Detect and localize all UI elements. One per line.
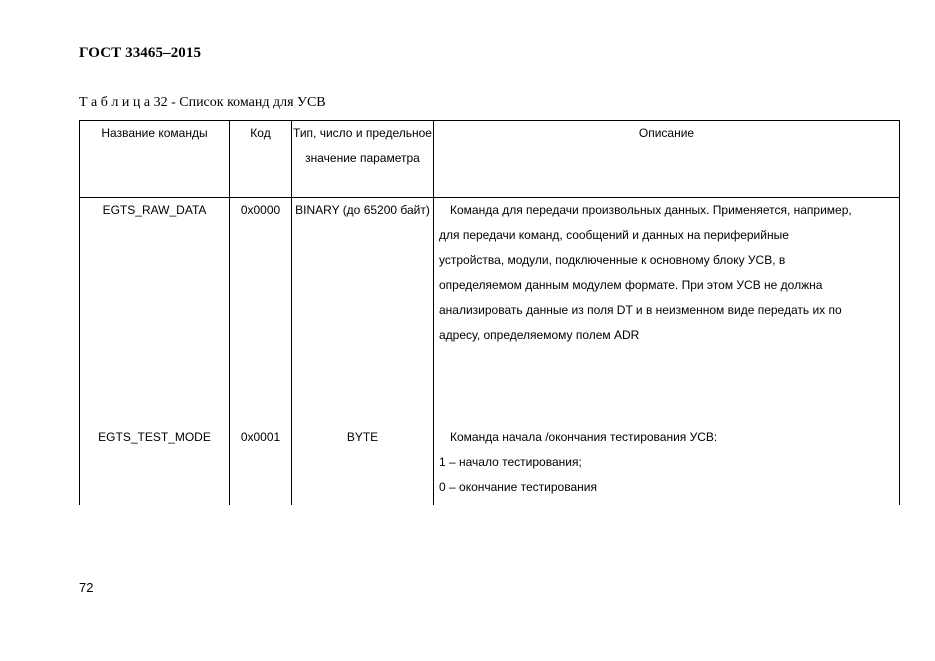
column-header-code: Код (230, 121, 292, 198)
command-table (79, 120, 900, 505)
command-type-cell: BINARY (до 65200 байт) (292, 198, 434, 426)
table-header-row (80, 121, 900, 198)
description-line: анализировать данные из поля DT и в неизменном виде передать их по (439, 303, 842, 317)
description-line: определяемом данным модулем формате. При этом УСВ не должна (439, 278, 823, 292)
description-line: для передачи команд, сообщений и данных на периферийные (439, 228, 789, 242)
command-name-cell: EGTS_TEST_MODE (80, 425, 230, 505)
page-number: 72 (79, 580, 94, 595)
table-row (80, 198, 900, 426)
standard-header: ГОСТ 33465–2015 (79, 45, 202, 61)
command-type-cell: BYTE (292, 425, 434, 505)
command-name-cell: EGTS_RAW_DATA (80, 198, 230, 426)
description-line: адресу, определяемому полем ADR (439, 328, 640, 342)
command-code-cell: 0x0000 (230, 198, 292, 426)
description-line: Команда начала /окончания тестирования УСВ: (450, 430, 718, 444)
description-line: 0 – окончание тестирования (439, 480, 597, 494)
description-line: Команда для передачи произвольных данных. Применяется, например, (450, 203, 852, 217)
column-header-name: Название команды (80, 121, 230, 198)
command-description-cell (434, 425, 900, 505)
table-caption: Т а б л и ц а 32 - Список команд для УСВ (79, 95, 326, 110)
description-line: 1 – начало тестирования; (439, 455, 582, 469)
command-code-cell: 0x0001 (230, 425, 292, 505)
column-header-type: Тип, число и предельное значение параметра (292, 121, 434, 198)
column-header-description: Описание (434, 121, 900, 198)
table-row (80, 425, 900, 505)
description-line: устройства, модули, подключенные к основному блоку УСВ, в (439, 253, 786, 267)
command-description-cell (434, 198, 900, 426)
